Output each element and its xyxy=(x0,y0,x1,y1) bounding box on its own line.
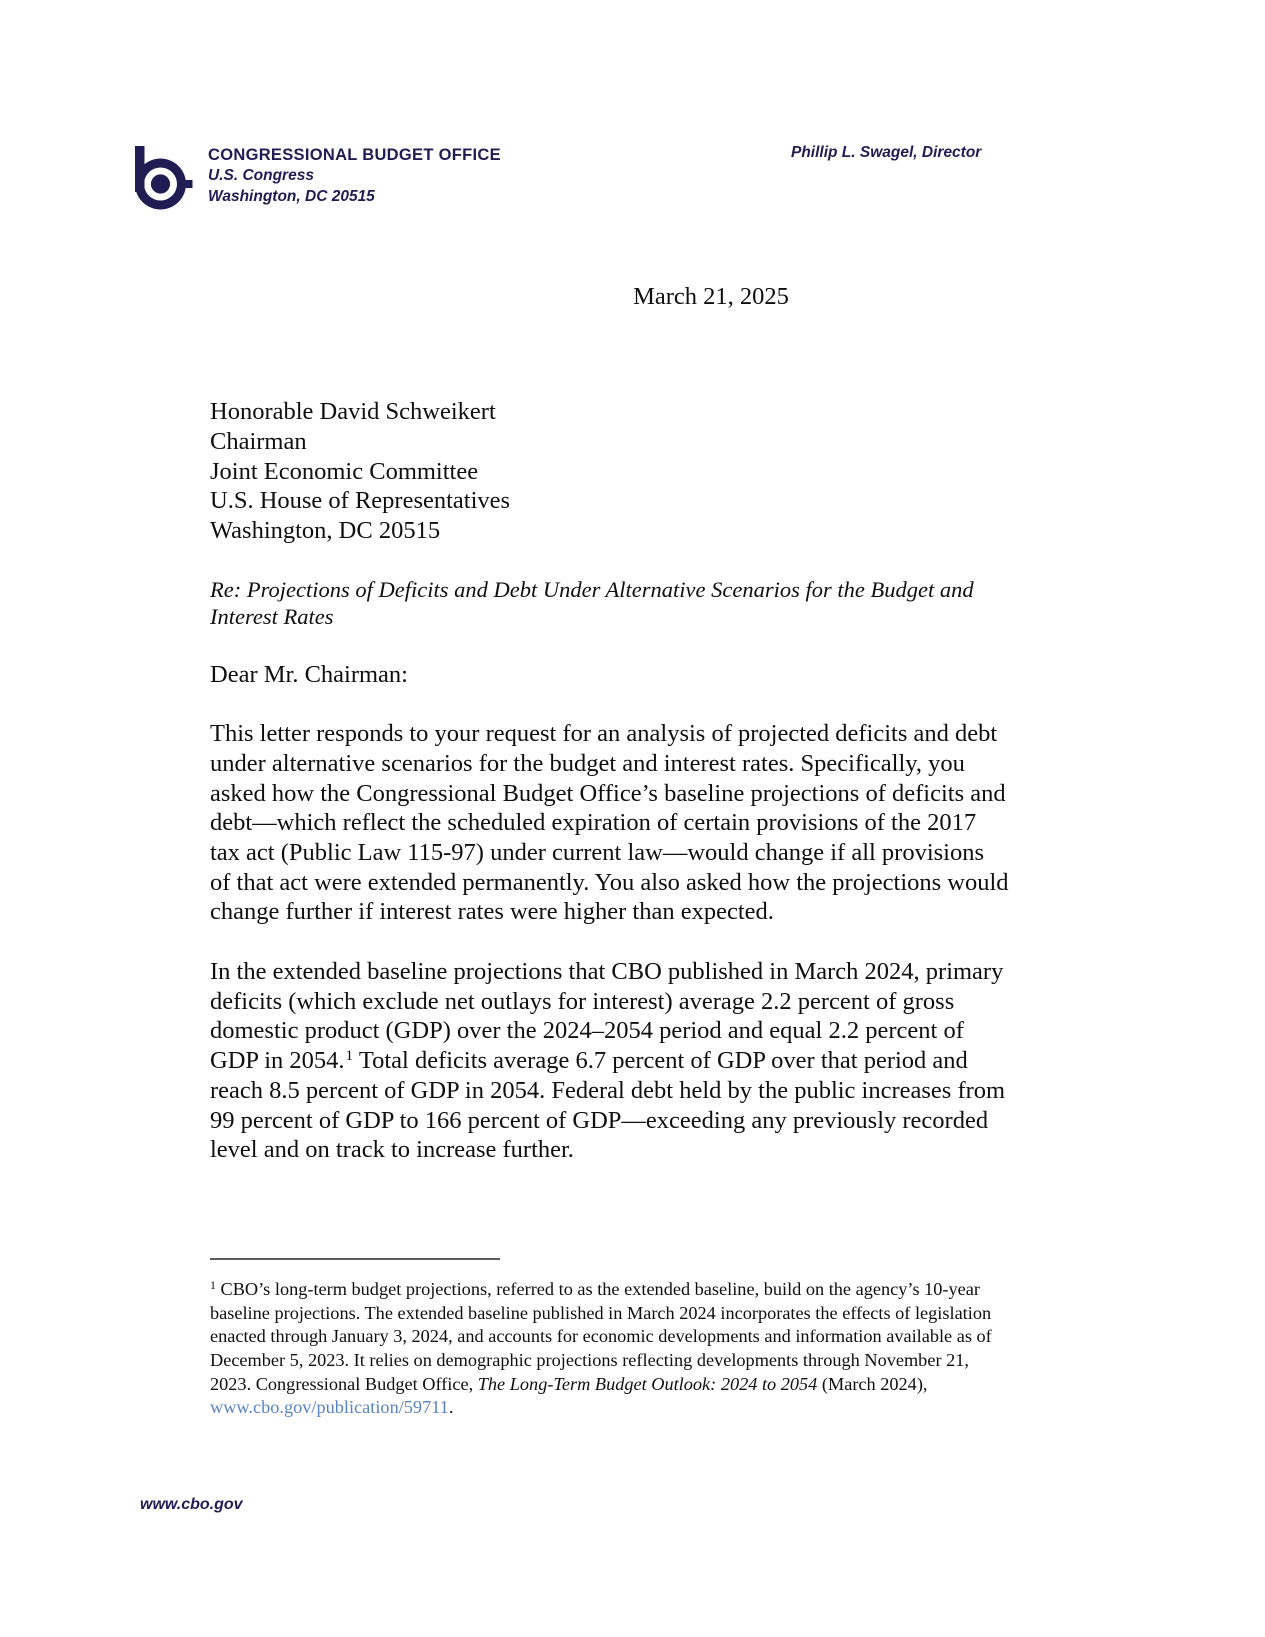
footnote-separator xyxy=(210,1258,500,1260)
organization-line-2: U.S. Congress xyxy=(208,167,314,185)
salutation: Dear Mr. Chairman: xyxy=(210,660,408,688)
addressee-line: Washington, DC 20515 xyxy=(210,517,441,545)
footnote-publication-title: The Long-Term Budget Outlook: 2024 to 2054 xyxy=(477,1373,818,1394)
addressee-line: U.S. House of Representatives xyxy=(210,487,511,515)
organization-line-3: Washington, DC 20515 xyxy=(208,187,375,205)
footnote-link[interactable]: www.cbo.gov/publication/59711 xyxy=(210,1397,449,1418)
cbo-b-logo-icon xyxy=(126,142,194,214)
addressee-line: Chairman xyxy=(210,428,307,456)
letter-date: March 21, 2025 xyxy=(633,283,789,310)
organization-block xyxy=(208,144,501,207)
director-name: Phillip L. Swagel, Director xyxy=(791,144,982,161)
footnote-text-b: (March 2024), xyxy=(817,1373,928,1394)
subject-line: Re: Projections of Deficits and Debt Under Alternative Scenarios for the Budget and Interest Rates xyxy=(210,576,974,630)
footnote-1 xyxy=(210,1278,1005,1420)
footnote-text-c: . xyxy=(448,1397,454,1418)
organization-name: CONGRESSIONAL BUDGET OFFICE xyxy=(208,146,501,164)
paragraph-2-text-b: Total deficits average 6.7 percent of GDP over that period and reach 8.5 percent of GDP in 2054. Federal debt held by the public increases from 99 percent of GDP to 166 percent of GDP—exceeding any previously recorded level and on track to increase further. xyxy=(210,1047,1006,1164)
paragraph-2 xyxy=(210,957,1010,1165)
letter-body xyxy=(210,282,1010,1165)
addressee-line: Joint Economic Committee xyxy=(210,457,479,485)
addressee-block xyxy=(210,397,1010,545)
paragraph-1: This letter responds to your request for an analysis of projected deficits and debt under alternative scenarios for the budget and interest rates. Specifically, you asked how the Congressional Budget Office’s baseline projections of deficits and debt—which reflect the scheduled expiration of certain provisions of the 2017 tax act (Public Law 115-97) under current law—would change if all provisions of that act were extended permanently. You also asked how the projections would change further if interest rates were higher than expected. xyxy=(210,720,1009,926)
addressee-line: Honorable David Schweikert xyxy=(210,398,496,426)
footer-website[interactable]: www.cbo.gov xyxy=(140,1496,243,1513)
footnote-reference-marker[interactable]: 1 xyxy=(345,1047,354,1065)
letterhead xyxy=(126,140,1026,220)
paragraph-2-text-a: In the extended baseline projections that CBO published in March 2024, primary deficits (which exclude net outlays for interest) average 2.2 percent of gross domestic product (GDP) over the 2024–2054 period and equal 2.2 percent of GDP in 2054. xyxy=(210,958,1004,1075)
footnote-marker: 1 xyxy=(210,1278,216,1293)
footnote-text-a: CBO’s long-term budget projections, referred to as the extended baseline, build on the agency’s 10-year baseline projections. The extended baseline published in March 2024 incorporates the effects of legislation enacted through January 3, 2024, and accounts for economic developments and information available as of December 5, 2023. It relies on demographic projections reflecting developments through November 21, 2023. Congressional Budget Office, xyxy=(210,1279,992,1394)
